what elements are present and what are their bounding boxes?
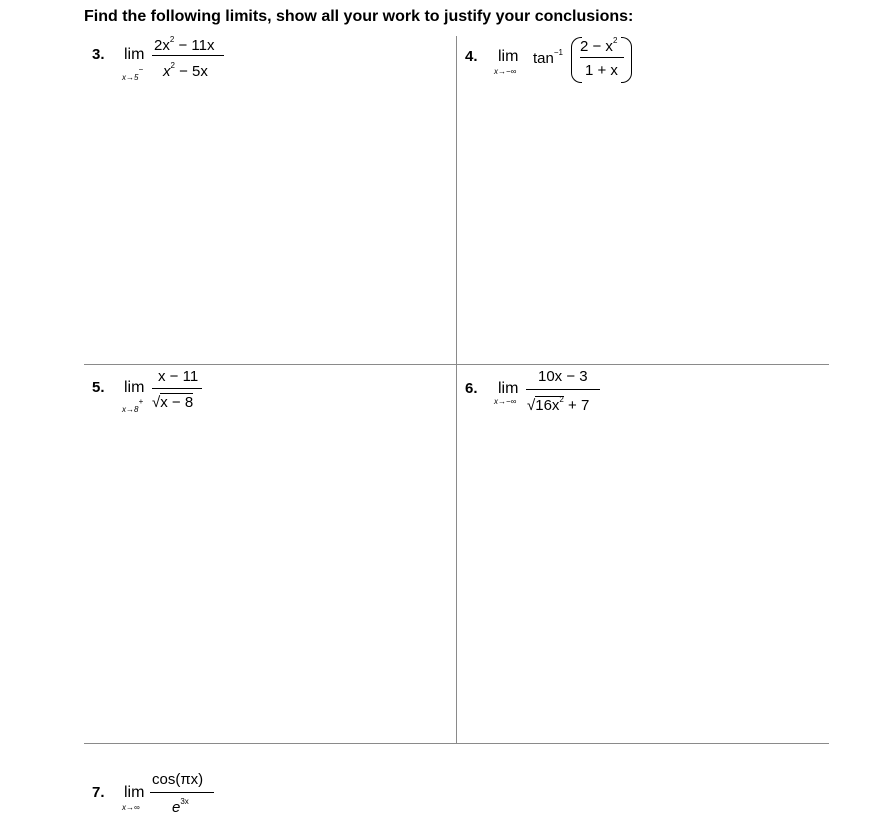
denominator: $√16x^2 + 7$ xyxy=(527,395,590,414)
fraction-bar xyxy=(580,57,624,58)
limit-subscript: x→∞ xyxy=(122,803,140,812)
problem-number: 6. xyxy=(465,380,478,397)
right-paren xyxy=(621,37,632,83)
numerator: cos(πx) xyxy=(152,771,204,788)
denominator: 1 + x xyxy=(585,62,618,79)
limit-subscript: x→−∞ xyxy=(494,67,517,76)
fraction-bar xyxy=(526,389,600,390)
limit-subscript: x→8+ xyxy=(122,397,144,414)
numerator: x − 11 xyxy=(158,368,199,385)
problem-number: 3. xyxy=(92,46,105,63)
fraction-bar xyxy=(152,388,202,389)
grid-horizontal-divider-2 xyxy=(84,743,829,744)
numerator: $2 - x^2$ xyxy=(580,36,618,55)
lim-label: lim xyxy=(124,46,145,63)
limit-subscript: x→−∞ xyxy=(494,397,517,406)
numerator: $2x^2 - 11x$ xyxy=(154,35,215,54)
fraction-bar xyxy=(150,792,214,793)
problem-number: 4. xyxy=(465,48,478,65)
fraction-bar xyxy=(152,55,224,56)
lim-label: lim xyxy=(498,48,519,65)
grid-vertical-divider xyxy=(456,36,457,744)
lim-label: lim xyxy=(124,379,145,396)
lim-label: lim xyxy=(498,380,519,397)
denominator: $x^2 - 5x$ xyxy=(163,61,208,80)
arctan-function: $\tan^{-1}$ xyxy=(533,48,563,67)
limit-subscript: x→5− xyxy=(122,65,144,82)
denominator: $e^{3x}$ xyxy=(172,797,189,816)
grid-horizontal-divider-1 xyxy=(84,364,829,365)
numerator: 10x − 3 xyxy=(538,368,588,385)
denominator: √x − 8 xyxy=(152,394,194,411)
instructions-heading: Find the following limits, show all your work to justify your conclusions: xyxy=(84,8,634,25)
problem-number: 7. xyxy=(92,784,105,801)
problem-number: 5. xyxy=(92,379,105,396)
lim-label: lim xyxy=(124,784,145,801)
